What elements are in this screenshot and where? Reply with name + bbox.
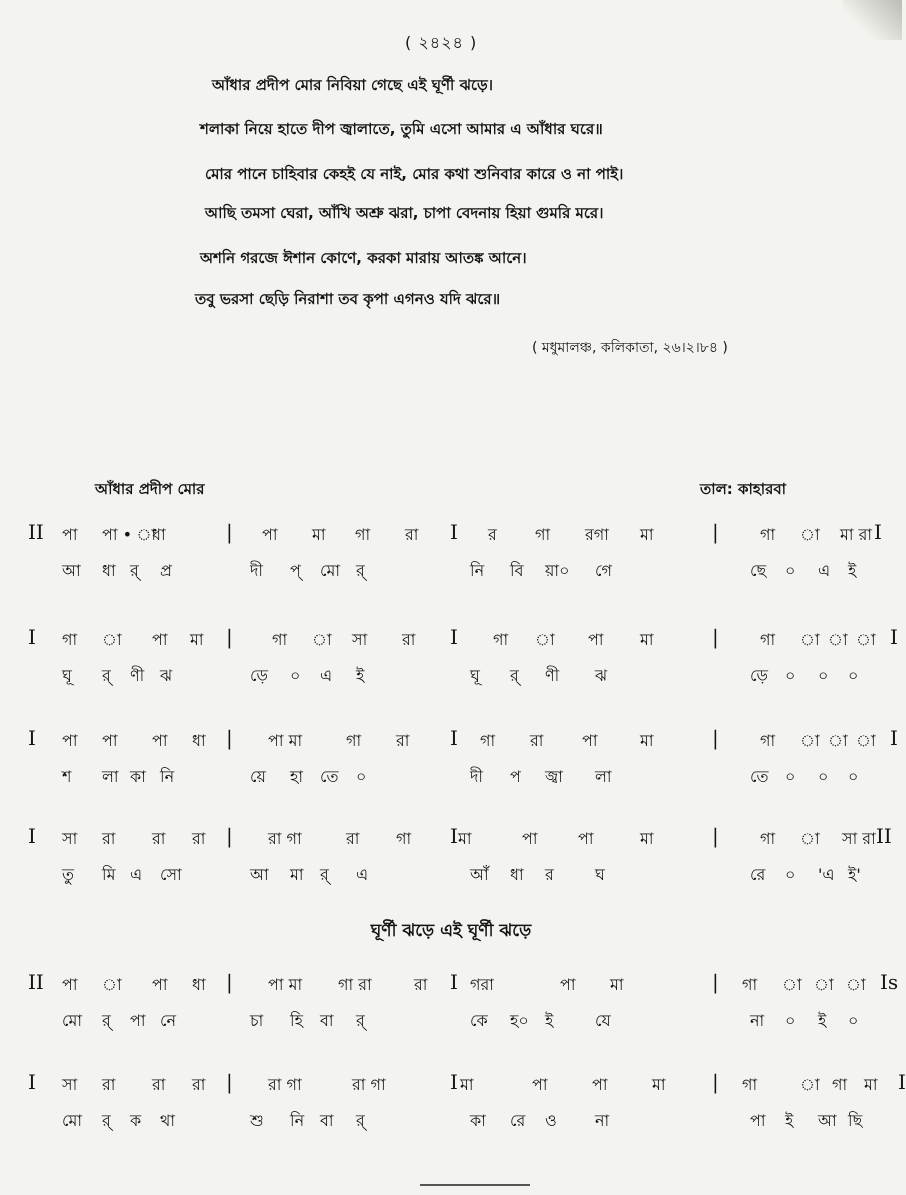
lyric-syllable: আ	[62, 561, 81, 580]
swara-note: া	[102, 630, 122, 649]
bar-end: I	[890, 726, 898, 750]
swara-note: গা	[272, 630, 288, 649]
swara-note: মা	[640, 525, 654, 544]
swara-note: রা	[102, 1075, 116, 1094]
verse-1-line-1: আঁধার প্রদীপ মোর নিবিয়া গেছে এই ঘূর্ণী ঝড়ে।	[212, 76, 494, 94]
lyric-syllable: ই	[545, 1011, 554, 1030]
lyric-syllable: আ	[818, 1111, 837, 1130]
lyric-syllable: লা	[102, 767, 119, 786]
swara-note: রা	[346, 829, 360, 848]
bar-end: I	[890, 625, 898, 649]
lyric-syllable: ণী	[545, 666, 560, 685]
bar-divider: |	[226, 625, 233, 649]
bar-mid: I	[450, 625, 458, 649]
bar-end: I	[898, 1070, 906, 1094]
notation-swara-row	[0, 826, 902, 860]
swara-note: রা	[192, 829, 206, 848]
swara-note: পা	[62, 525, 78, 544]
swara-note: মা	[460, 1075, 474, 1094]
notation-lyric-row	[0, 1008, 902, 1042]
notation-lyric-row	[0, 1108, 902, 1142]
bar-mid: I	[450, 824, 458, 848]
verse-3-line-1: অশনি গরজে ঈশান কোণে, করকা মারায় আতঙ্ক আনে।	[200, 249, 527, 267]
lyric-syllable: থা	[160, 1111, 176, 1130]
bar-divider: |	[712, 824, 719, 848]
lyric-syllable: ধা	[102, 561, 116, 580]
swara-note: ধা	[192, 731, 206, 750]
lyric-syllable: তু	[62, 865, 75, 884]
swara-note: রা	[192, 1075, 206, 1094]
lyric-syllable: ঝ	[595, 666, 608, 685]
lyric-syllable: দী	[250, 561, 263, 580]
lyric-syllable: র্	[102, 1011, 111, 1030]
swara-note: রগা	[585, 525, 609, 544]
lyric-syllable: জ্বা	[545, 767, 563, 786]
swara-note: গা	[355, 525, 371, 544]
swara-note: গা	[760, 630, 776, 649]
lyric-syllable: হা	[290, 767, 304, 786]
lyric-syllable: 'এ	[818, 865, 835, 884]
lyric-syllable: কে	[470, 1011, 488, 1030]
lyric-syllable: দী	[470, 767, 483, 786]
bar-end: Is	[880, 970, 899, 994]
notation-swara-row	[0, 522, 902, 556]
lyric-syllable: ক	[130, 1111, 142, 1130]
swara-note: ধা	[192, 975, 206, 994]
notation-swara-row	[0, 728, 902, 762]
lyric-syllable: ০	[785, 767, 796, 786]
bar-divider: |	[712, 970, 719, 994]
swara-note: পা	[578, 829, 594, 848]
swara-note: সা রা	[842, 829, 876, 848]
swara-note: া	[828, 731, 848, 750]
lyric-syllable: কা	[130, 767, 146, 786]
verse-2-line-1: মোর পানে চাহিবার কেহই যে নাই, মোর কথা শুনিবার কারে ও না পাই।	[205, 165, 624, 183]
lyric-syllable: ঘ	[595, 865, 605, 884]
bar-start: I	[28, 1070, 36, 1094]
bar-start: I	[28, 824, 36, 848]
swara-note: র	[488, 525, 497, 544]
notation-lyric-row	[0, 558, 902, 592]
bar-divider: |	[712, 520, 719, 544]
swara-note: া	[782, 975, 802, 994]
swara-note: গা	[742, 975, 758, 994]
verse-1-line-2: শলাকা নিয়ে হাতে দীপ জ্বালাতে, তুমি এসো আমার এ আঁধার ঘরে॥	[200, 120, 603, 138]
lyric-syllable: রে	[750, 865, 766, 884]
lyric-syllable: শু	[250, 1111, 264, 1130]
lyric-syllable: রে	[510, 1111, 526, 1130]
bar-divider: |	[712, 625, 719, 649]
swara-note: া	[856, 630, 876, 649]
swara-note: রা	[405, 525, 419, 544]
lyric-syllable: র্	[356, 1111, 365, 1130]
swara-note: পা	[532, 1075, 548, 1094]
lyric-syllable: ই	[785, 1111, 794, 1130]
lyric-syllable: র্	[320, 865, 329, 884]
swara-note: ধা	[152, 525, 166, 544]
lyric-syllable: নি	[160, 767, 175, 786]
lyric-syllable: ই	[818, 1011, 827, 1030]
lyric-syllable: মো	[320, 561, 341, 580]
lyric-syllable: গে	[595, 561, 612, 580]
bar-mid: I	[450, 520, 458, 544]
bar-mid: I	[450, 970, 458, 994]
lyric-syllable: ০	[356, 767, 367, 786]
lyric-syllable: নে	[160, 1011, 177, 1030]
lyric-syllable: সো	[160, 865, 182, 884]
swara-note: গা	[760, 731, 776, 750]
bar-start: II	[28, 520, 44, 544]
lyric-syllable: না	[750, 1011, 765, 1030]
swara-note: গা রা	[338, 975, 372, 994]
lyric-syllable: প	[510, 767, 521, 786]
lyric-syllable: তে	[750, 767, 769, 786]
lyric-syllable: নি	[290, 1111, 305, 1130]
lyric-syllable: ০	[818, 666, 829, 685]
swara-note: া	[800, 1075, 820, 1094]
swara-note: গা	[346, 731, 362, 750]
swara-note: পা মা	[268, 975, 303, 994]
verse-2-line-2: আছি তমসা ঘেরা, আঁখি অশ্রু ঝরা, চাপা বেদনায় হিয়া গুমরি মরে।	[205, 204, 604, 222]
lyric-syllable: ০	[290, 666, 301, 685]
swara-note: রা	[402, 630, 416, 649]
lyric-syllable: র্	[102, 666, 111, 685]
lyric-syllable: নি	[470, 561, 485, 580]
swara-note: মা	[610, 975, 624, 994]
lyric-syllable: এ	[320, 666, 333, 685]
swara-note: মা	[640, 829, 654, 848]
swara-note: পা মা	[268, 731, 303, 750]
bar-divider: |	[226, 970, 233, 994]
bar-end: I	[874, 520, 882, 544]
swara-note: রা	[152, 829, 166, 848]
notation-swara-row	[0, 1070, 906, 1106]
swara-note: সা	[62, 1075, 78, 1094]
swara-note: া	[800, 829, 820, 848]
swara-note: সা	[352, 630, 368, 649]
lyric-syllable: ধা	[510, 865, 524, 884]
swara-note: া	[312, 630, 332, 649]
lyric-syllable: না	[595, 1111, 610, 1130]
swara-note: সা	[62, 829, 78, 848]
swara-note: গা	[535, 525, 551, 544]
swara-note: গা	[480, 731, 496, 750]
lyric-syllable: ছি	[848, 1111, 863, 1130]
lyric-syllable: ই	[848, 561, 857, 580]
swara-note: মা রা	[840, 525, 873, 544]
notation-lyric-row	[0, 663, 902, 697]
source-citation: ( মধুমালঞ্চ, কলিকাতা, ২৬।২।৮৪ )	[532, 340, 728, 356]
swara-note: গা	[760, 829, 776, 848]
lyric-syllable: বা	[320, 1011, 334, 1030]
swara-note: পা	[152, 731, 168, 750]
notation-lyric-row	[0, 862, 902, 896]
lyric-syllable: এ	[818, 561, 831, 580]
swara-note: মা	[458, 829, 472, 848]
swara-note: পা	[62, 731, 78, 750]
footer-mark	[420, 1184, 530, 1190]
swara-note: গা	[742, 1075, 758, 1094]
bar-mid: I	[450, 1070, 458, 1094]
lyric-syllable: লা	[595, 767, 612, 786]
lyric-syllable: হ০	[510, 1011, 529, 1030]
lyric-syllable: ঝ	[160, 666, 173, 685]
lyric-syllable: ০	[818, 767, 829, 786]
lyric-syllable: য়া০	[545, 561, 570, 580]
page-corner-shadow	[842, 0, 902, 40]
swara-note: পা	[152, 630, 168, 649]
swara-note: পা	[588, 630, 604, 649]
notation-lyric-row	[0, 764, 902, 798]
swara-note: গা	[62, 630, 78, 649]
lyric-syllable: এ	[130, 865, 143, 884]
swara-note: া	[800, 731, 820, 750]
lyric-syllable: র্	[356, 561, 365, 580]
swara-note: রা	[414, 975, 428, 994]
swara-note: া	[800, 630, 820, 649]
lyric-syllable: র্	[102, 1111, 111, 1130]
notation-subheading: ঘূর্ণী ঝড়ে এই ঘূর্ণী ঝড়ে	[370, 921, 532, 941]
swara-note: পা	[62, 975, 78, 994]
swara-note: গা	[760, 525, 776, 544]
swara-note: গা	[396, 829, 412, 848]
lyric-syllable: প্	[290, 561, 301, 580]
lyric-syllable: তে	[320, 767, 339, 786]
swara-note: পা	[102, 731, 118, 750]
lyric-syllable: আ	[250, 865, 269, 884]
bar-end: II	[876, 824, 892, 848]
page-number: ( ২৪২৪ )	[405, 33, 478, 52]
lyric-syllable: ছে	[750, 561, 767, 580]
lyric-syllable: ঘূ	[470, 666, 480, 685]
swara-note: পা • া	[102, 525, 157, 544]
swara-note: রা	[396, 731, 410, 750]
lyric-syllable: ০	[785, 561, 796, 580]
lyric-syllable: ০	[848, 1011, 859, 1030]
swara-note: া	[800, 525, 820, 544]
swara-note: পা	[262, 525, 278, 544]
bar-divider: |	[712, 726, 719, 750]
lyric-syllable: এ	[356, 865, 369, 884]
swara-note: মা	[312, 525, 326, 544]
bar-divider: |	[226, 520, 233, 544]
swara-note: রা	[530, 731, 544, 750]
lyric-syllable: ড়ে	[250, 666, 268, 685]
taal-label: তাল: কাহারবা	[700, 480, 787, 498]
lyric-syllable: র্	[356, 1011, 365, 1030]
lyric-syllable: পা	[130, 1011, 146, 1030]
swara-note: গা	[832, 1075, 848, 1094]
lyric-syllable: র্	[130, 561, 139, 580]
lyric-syllable: ০	[848, 666, 859, 685]
bar-start: II	[28, 970, 44, 994]
swara-note: পা	[522, 829, 538, 848]
swara-note: মা	[640, 731, 654, 750]
lyric-syllable: পা	[750, 1111, 766, 1130]
lyric-syllable: ড়ে	[750, 666, 768, 685]
swara-note: মা	[640, 630, 654, 649]
swara-note: া	[535, 630, 555, 649]
lyric-syllable: চা	[250, 1011, 264, 1030]
bar-divider: |	[226, 1070, 233, 1094]
swara-note: মা	[864, 1075, 878, 1094]
swara-note: গরা	[470, 975, 494, 994]
bar-mid: I	[450, 726, 458, 750]
notation-swara-row	[0, 972, 902, 1006]
swara-note: রা গা	[352, 1075, 386, 1094]
lyric-syllable: মা	[290, 865, 304, 884]
verse-3-line-2: তবু ভরসা ছেড়ি নিরাশা তব কৃপা এগনও যদি ঝরে॥	[195, 290, 501, 308]
lyric-syllable: মো	[62, 1111, 83, 1130]
lyric-syllable: মো	[62, 1011, 83, 1030]
swara-note: া	[856, 731, 876, 750]
lyric-syllable: বা	[320, 1111, 334, 1130]
bar-divider: |	[712, 1070, 719, 1094]
swara-note: া	[102, 975, 122, 994]
lyric-syllable: ও	[545, 1111, 557, 1130]
lyric-syllable: যে	[595, 1011, 611, 1030]
lyric-syllable: ০	[785, 865, 796, 884]
swara-note: রা গা	[268, 1075, 302, 1094]
swara-note: া	[846, 975, 866, 994]
lyric-syllable: হি	[290, 1011, 303, 1030]
lyric-syllable: আঁ	[470, 865, 489, 884]
lyric-syllable: ণী	[130, 666, 145, 685]
lyric-syllable: ০	[785, 666, 796, 685]
swara-note: পা	[592, 1075, 608, 1094]
swara-note: রা গা	[268, 829, 302, 848]
lyric-syllable: ০	[785, 1011, 796, 1030]
swara-note: মা	[190, 630, 204, 649]
swara-note: া	[814, 975, 834, 994]
swara-note: পা	[582, 731, 598, 750]
lyric-syllable: প্র	[160, 561, 172, 580]
song-title: আঁধার প্রদীপ মোর	[95, 480, 205, 498]
lyric-syllable: মি	[102, 865, 116, 884]
swara-note: পা	[152, 975, 168, 994]
lyric-syllable: শ	[62, 767, 72, 786]
lyric-syllable: র	[545, 865, 554, 884]
lyric-syllable: ঘূ	[62, 666, 72, 685]
lyric-syllable: ই'	[848, 865, 861, 884]
lyric-syllable: বি	[510, 561, 524, 580]
swara-note: গা	[493, 630, 509, 649]
lyric-syllable: ই	[356, 666, 365, 685]
bar-divider: |	[226, 726, 233, 750]
lyric-syllable: ০	[848, 767, 859, 786]
bar-divider: |	[226, 824, 233, 848]
bar-start: I	[28, 625, 36, 649]
swara-note: রা	[152, 1075, 166, 1094]
bar-start: I	[28, 726, 36, 750]
lyric-syllable: র্	[510, 666, 519, 685]
lyric-syllable: কা	[470, 1111, 486, 1130]
lyric-syllable: য়ে	[250, 767, 266, 786]
notation-swara-row	[0, 627, 902, 661]
swara-note: রা	[102, 829, 116, 848]
swara-note: মা	[652, 1075, 666, 1094]
swara-note: পা	[560, 975, 576, 994]
swara-note: া	[828, 630, 848, 649]
